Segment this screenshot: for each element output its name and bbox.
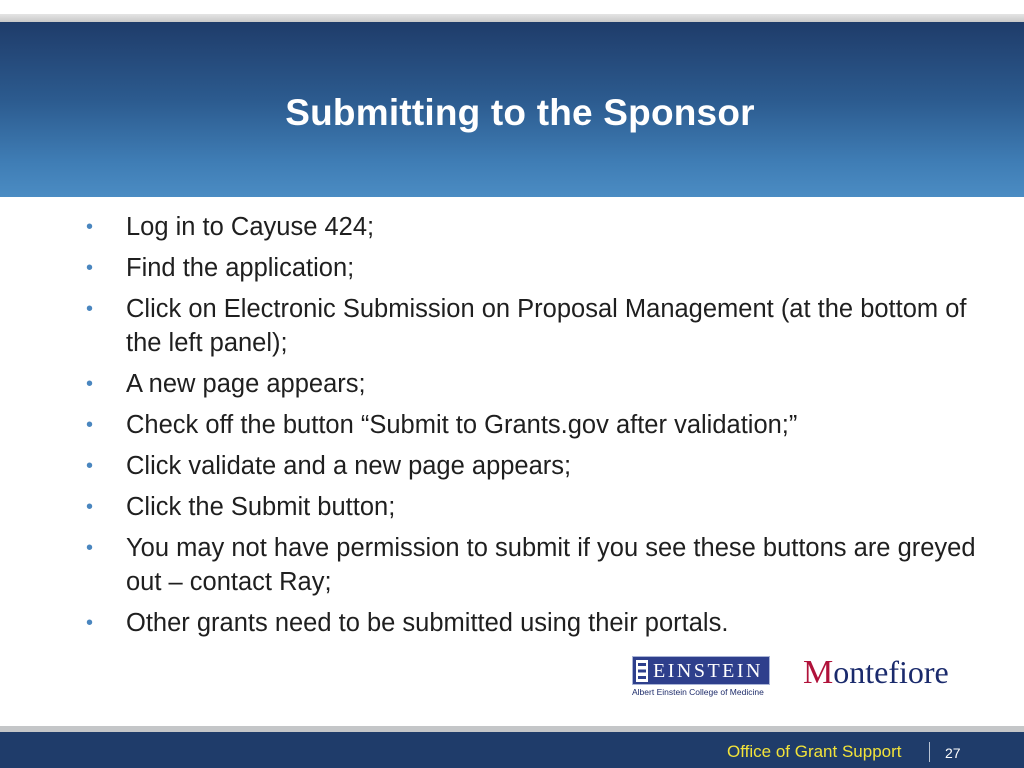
list-item (86, 292, 976, 360)
list-item (86, 449, 976, 483)
list-item (86, 531, 976, 599)
bullet-text: Check off the button “Submit to Grants.gov after validation;” (126, 411, 798, 439)
list-item (86, 490, 976, 524)
bullet-icon: • (86, 496, 94, 518)
einstein-subtitle: Albert Einstein College of Medicine (632, 687, 764, 697)
bullet-icon: • (86, 612, 94, 634)
bullet-text: A new page appears; (126, 370, 366, 398)
einstein-logo (632, 656, 772, 700)
montefiore-wordmark: ontefiore (833, 654, 949, 690)
list-item (86, 210, 976, 244)
bullet-text: Log in to Cayuse 424; (126, 213, 375, 241)
bullet-icon: • (86, 455, 94, 477)
bullet-icon: • (86, 373, 94, 395)
top-divider (0, 14, 1024, 22)
bullet-icon: • (86, 216, 94, 238)
bullet-text: Other grants need to be submitted using their portals. (126, 609, 729, 637)
footer-label: Office of Grant Support (727, 742, 902, 761)
bullet-text: Click the Submit button; (126, 493, 396, 521)
montefiore-initial: M (803, 654, 834, 691)
list-item (86, 367, 976, 401)
bullet-text: Click validate and a new page appears; (126, 452, 572, 480)
bullet-icon: • (86, 414, 94, 436)
page-number: 27 (945, 745, 961, 761)
bullet-icon: • (86, 298, 94, 320)
list-item (86, 251, 976, 285)
bullet-text: Find the application; (126, 254, 355, 282)
bullet-icon: • (86, 257, 94, 279)
bullet-text: Click on Electronic Submission on Proposal Management (at the bottom of the left panel); (126, 295, 967, 357)
montefiore-logo (803, 654, 949, 691)
slide-title: Submitting to the Sponsor (285, 92, 755, 133)
bullet-text: You may not have permission to submit if you see these buttons are greyed out – contact Ray; (126, 534, 976, 596)
einstein-emblem-icon (636, 660, 648, 682)
einstein-logo-bar (632, 656, 770, 685)
einstein-wordmark: EINSTEIN (653, 660, 763, 682)
list-item (86, 606, 976, 640)
bullet-icon: • (86, 537, 94, 559)
bullet-list (86, 210, 976, 647)
slide-footer (0, 732, 1024, 768)
footer-separator (929, 742, 930, 762)
list-item (86, 408, 976, 442)
